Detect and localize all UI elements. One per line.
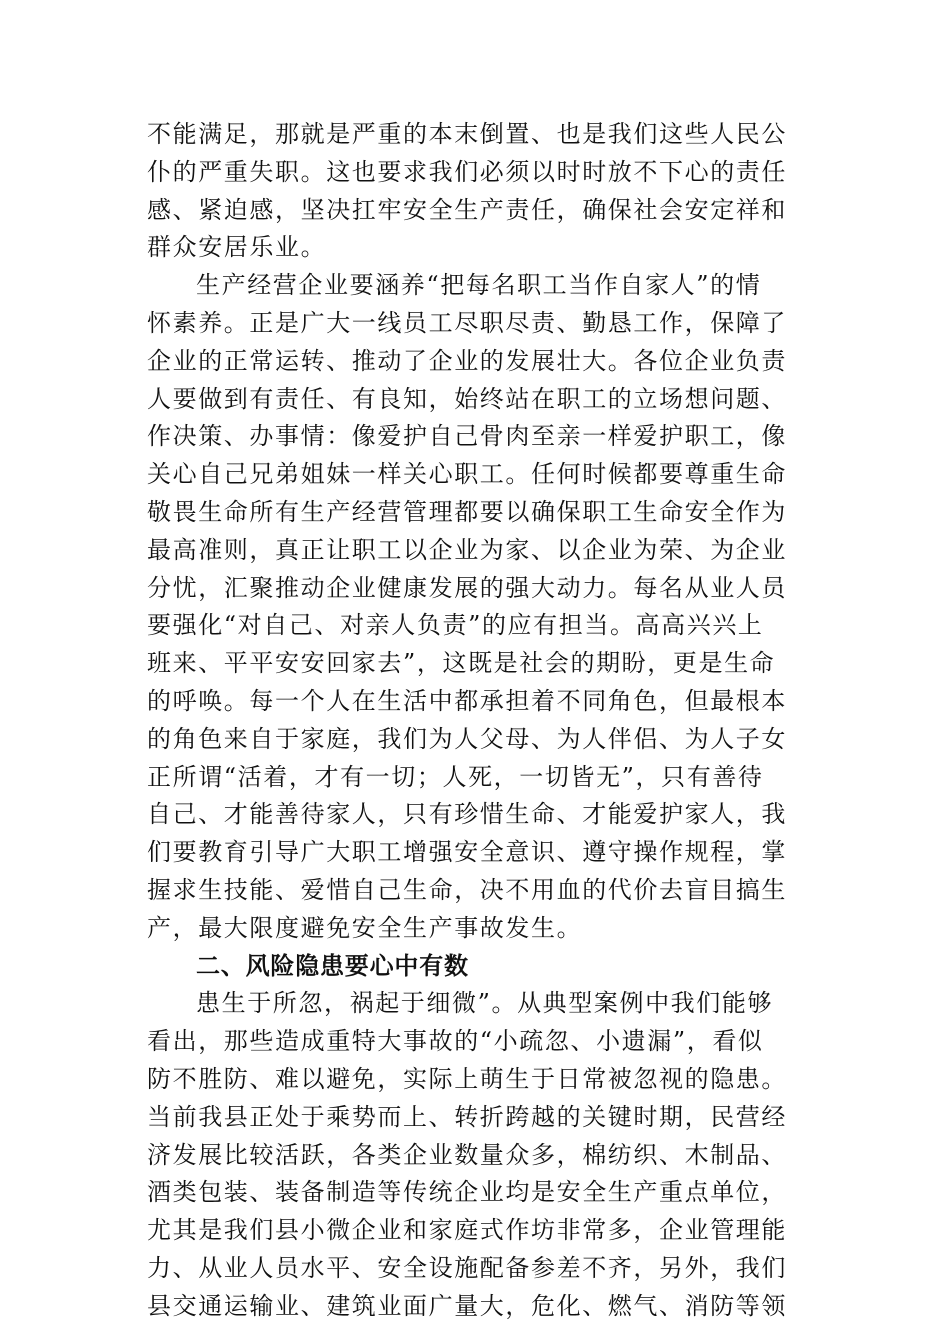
text-line: 济发展比较活跃，各类企业数量众多，棉纺织、木制品、 xyxy=(147,1140,787,1169)
text-line: 感、紧迫感，坚决扛牢安全生产责任，确保社会安定祥和 xyxy=(147,195,787,224)
text-line: 的角色来自于家庭，我们为人父母、为人伴侣、为人子女 xyxy=(147,724,787,753)
section-heading: 二、风险隐患要心中有数 xyxy=(196,951,469,980)
paragraph-first-line: 患生于所忽，祸起于细微”。从典型案例中我们能够 xyxy=(196,989,774,1018)
document-body xyxy=(147,116,807,1326)
text-line: 尤其是我们县小微企业和家庭式作坊非常多，企业管理能 xyxy=(147,1216,787,1245)
text-line: 群众安居乐业。 xyxy=(147,233,327,262)
text-line: 握求生技能、爱惜自己生命，决不用血的代价去盲目搞生 xyxy=(147,875,787,904)
text-line: 的呼唤。每一个人在生活中都承担着不同角色，但最根本 xyxy=(147,686,787,715)
text-line: 企业的正常运转、推动了企业的发展壮大。各位企业负责 xyxy=(147,346,787,375)
text-line: 县交通运输业、建筑业面广量大，危化、燃气、消防等领 xyxy=(147,1291,787,1320)
text-line: 要强化“对自己、对亲人负责”的应有担当。高高兴兴上 xyxy=(147,611,764,640)
text-line: 最高准则，真正让职工以企业为家、以企业为荣、为企业 xyxy=(147,535,787,564)
text-line: 分忧，汇聚推动企业健康发展的强大动力。每名从业人员 xyxy=(147,573,787,602)
text-line: 敬畏生命所有生产经营管理都要以确保职工生命安全作为 xyxy=(147,497,787,526)
text-line: 酒类包装、装备制造等传统企业均是安全生产重点单位， xyxy=(147,1178,787,1207)
text-line: 当前我县正处于乘势而上、转折跨越的关键时期，民营经 xyxy=(147,1102,787,1131)
text-line: 关心自己兄弟姐妹一样关心职工。任何时候都要尊重生命 xyxy=(147,460,787,489)
text-line: 正所谓“活着，才有一切；人死，一切皆无”，只有善待 xyxy=(147,762,764,791)
text-line: 力、从业人员水平、安全设施配备参差不齐，另外，我们 xyxy=(147,1253,787,1282)
text-line: 怀素养。正是广大一线员工尽职尽责、勤恳工作，保障了 xyxy=(147,308,787,337)
text-line: 看出，那些造成重特大事故的“小疏忽、小遗漏”，看似 xyxy=(147,1027,764,1056)
text-line: 不能满足，那就是严重的本末倒置、也是我们这些人民公 xyxy=(147,120,787,148)
text-line: 防不胜防、难以避免，实际上萌生于日常被忽视的隐患。 xyxy=(147,1064,787,1093)
text-line: 仆的严重失职。这也要求我们必须以时时放不下心的责任 xyxy=(147,157,787,186)
text-line: 班来、平平安安回家去”，这既是社会的期盼，更是生命 xyxy=(147,649,776,678)
text-line: 自己、才能善待家人，只有珍惜生命、才能爱护家人，我 xyxy=(147,800,787,829)
text-line: 人要做到有责任、有良知，始终站在职工的立场想问题、 xyxy=(147,384,787,413)
text-line: 作决策、办事情：像爱护自己骨肉至亲一样爱护职工，像 xyxy=(147,422,787,451)
text-line: 产，最大限度避免安全生产事故发生。 xyxy=(147,913,583,942)
text-line: 们要教育引导广大职工增强安全意识、遵守操作规程，掌 xyxy=(147,838,787,867)
paragraph-first-line: 生产经营企业要涵养“把每名职工当作自家人”的情 xyxy=(196,271,762,300)
